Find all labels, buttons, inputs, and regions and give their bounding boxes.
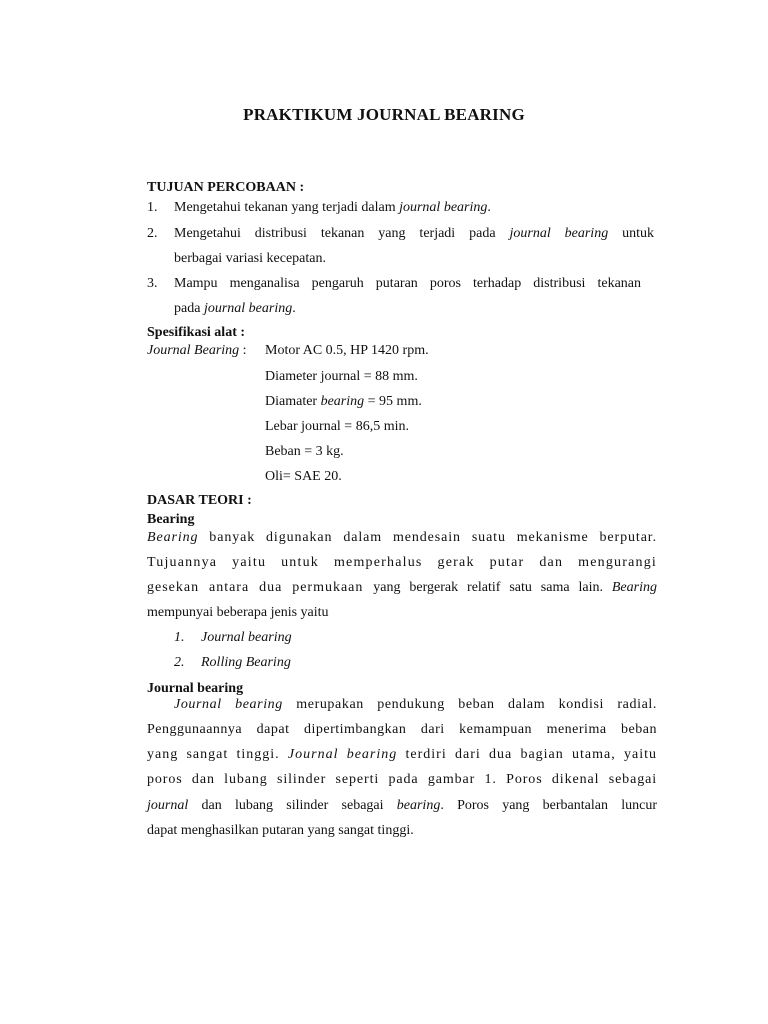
- bearing-type-label: Rolling Bearing: [201, 655, 291, 670]
- bearing-type-label: Journal bearing: [201, 630, 292, 645]
- journal-bearing-heading: Journal bearing: [147, 681, 244, 696]
- tujuan-item-2-line-2: berbagai variasi kecepatan.: [174, 251, 326, 266]
- journal-paragraph-line: dapat menghasilkan putaran yang sangat tinggi.: [147, 823, 414, 838]
- spec-line: Beban = 3 kg.: [265, 444, 344, 459]
- tujuan-item-2-number: 2.: [147, 226, 158, 241]
- spec-line: Motor AC 0.5, HP 1420 rpm.: [265, 343, 429, 358]
- bearing-paragraph-line: mempunyai beberapa jenis yaitu: [147, 605, 329, 620]
- spec-line: Diamater bearing = 95 mm.: [265, 394, 422, 409]
- bearing-paragraph-line: Bearing banyak digunakan dalam mendesain suatu mekanisme berputar.: [147, 530, 657, 545]
- bearing-heading: Bearing: [147, 512, 195, 527]
- journal-paragraph-line: Penggunaannya dapat dipertimbangkan dari kemampuan menerima beban: [147, 722, 657, 737]
- bearing-type-number: 1.: [174, 630, 185, 645]
- bearing-paragraph-line: Tujuannya yaitu untuk memperhalus gerak putar dan mengurangi: [147, 555, 657, 570]
- spec-line: Oli= SAE 20.: [265, 469, 342, 484]
- tujuan-item-3-number: 3.: [147, 276, 158, 291]
- tujuan-heading: TUJUAN PERCOBAAN :: [147, 180, 305, 195]
- journal-paragraph-line: journal dan lubang silinder sebagai bearing. Poros yang berbantalan luncur: [147, 798, 657, 813]
- page-title: PRAKTIKUM JOURNAL BEARING: [243, 105, 525, 124]
- tujuan-item-1: Mengetahui tekanan yang terjadi dalam journal bearing.: [174, 200, 491, 215]
- spec-line: Diameter journal = 88 mm.: [265, 369, 418, 384]
- bearing-type-number: 2.: [174, 655, 185, 670]
- spec-line: Lebar journal = 86,5 min.: [265, 419, 409, 434]
- dasar-teori-heading: DASAR TEORI :: [147, 493, 252, 508]
- spesifikasi-heading: Spesifikasi alat :: [147, 325, 246, 340]
- bearing-paragraph-line: gesekan antara dua permukaan yang bergerak relatif satu sama lain. Bearing: [147, 580, 657, 595]
- journal-paragraph-line: Journal bearing merupakan pendukung beban dalam kondisi radial.: [174, 697, 657, 712]
- journal-paragraph-line: poros dan lubang silinder seperti pada gambar 1. Poros dikenal sebagai: [147, 772, 657, 787]
- tujuan-item-3-line-2: pada journal bearing.: [174, 301, 296, 316]
- journal-paragraph-line: yang sangat tinggi. Journal bearing terdiri dari dua bagian utama, yaitu: [147, 747, 657, 762]
- tujuan-item-1-number: 1.: [147, 200, 158, 215]
- tujuan-item-3-line-1: Mampu menganalisa pengaruh putaran poros terhadap distribusi tekanan: [174, 276, 641, 291]
- spesifikasi-label: Journal Bearing :: [147, 343, 247, 358]
- tujuan-item-2-line-1: Mengetahui distribusi tekanan yang terjadi pada journal bearing untuk: [174, 226, 655, 241]
